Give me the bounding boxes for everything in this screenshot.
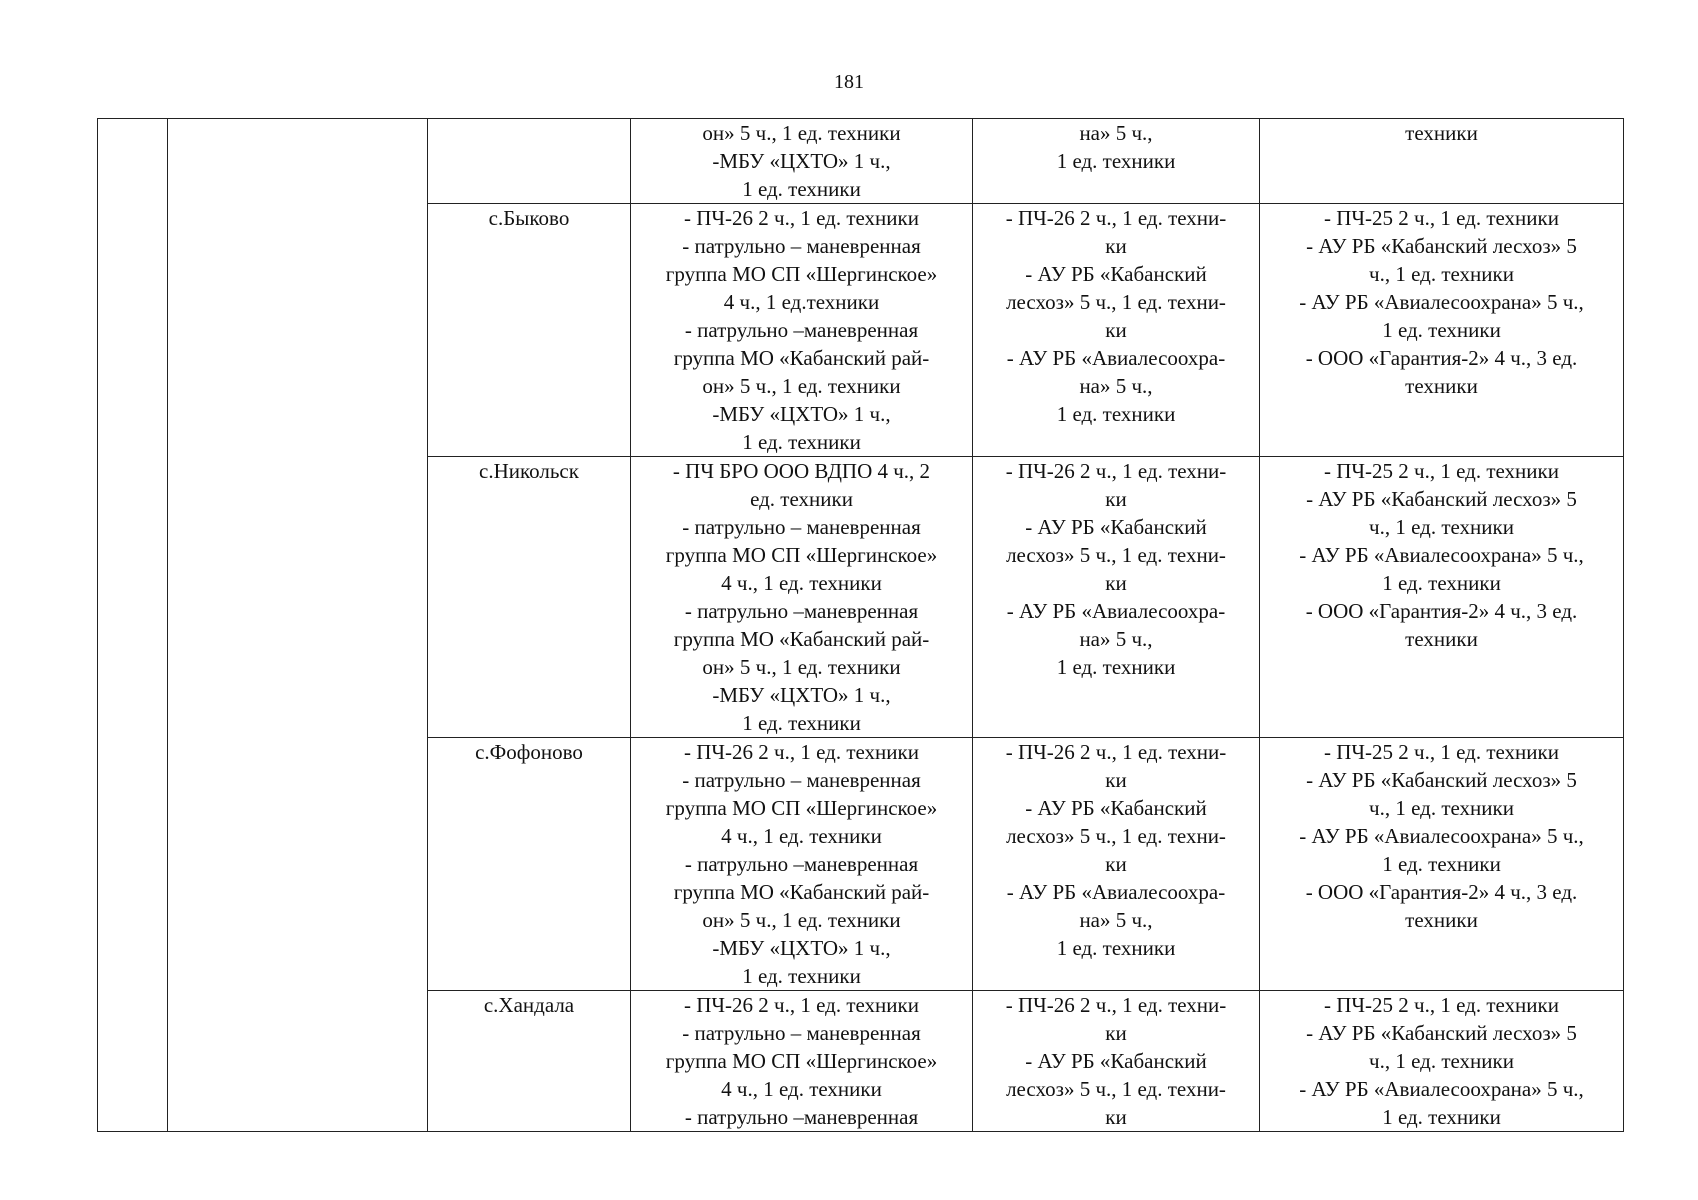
- response-forces-table: [97, 118, 1624, 1132]
- third-echelon-cell: - ПЧ-25 2 ч., 1 ед. техники - АУ РБ «Кабанский лесхоз» 5 ч., 1 ед. техники - АУ РБ «Авиалесоохрана» 5 ч., 1 ед. техники - ООО «Гарантия-2» 4 ч., 3 ед. техники: [1260, 204, 1624, 457]
- settlement-cell: [428, 119, 631, 204]
- second-echelon-cell: - ПЧ-26 2 ч., 1 ед. техни- ки - АУ РБ «Кабанский лесхоз» 5 ч., 1 ед. техни- ки - АУ РБ «Авиалесоохра- на» 5 ч., 1 ед. техники: [973, 204, 1260, 457]
- third-echelon-cell: техники: [1260, 119, 1624, 204]
- first-echelon-cell: - ПЧ-26 2 ч., 1 ед. техники - патрульно – маневренная группа МО СП «Шергинское» 4 ч., 1 ед.техники - патрульно –маневренная группа МО «Кабанский рай- он» 5 ч., 1 ед. техники -МБУ «ЦХТО» 1 ч., 1 ед. техники: [631, 204, 973, 457]
- second-echelon-cell: - ПЧ-26 2 ч., 1 ед. техни- ки - АУ РБ «Кабанский лесхоз» 5 ч., 1 ед. техни- ки - АУ РБ «Авиалесоохра- на» 5 ч., 1 ед. техники: [973, 457, 1260, 738]
- first-echelon-cell: - ПЧ БРО ООО ВДПО 4 ч., 2 ед. техники - патрульно – маневренная группа МО СП «Шергинское» 4 ч., 1 ед. техники - патрульно –маневренная группа МО «Кабанский рай- он» 5 ч., 1 ед. техники -МБУ «ЦХТО» 1 ч., 1 ед. техники: [631, 457, 973, 738]
- settlement-cell: с.Быково: [428, 204, 631, 457]
- first-echelon-cell: - ПЧ-26 2 ч., 1 ед. техники - патрульно – маневренная группа МО СП «Шергинское» 4 ч., 1 ед. техники - патрульно –маневренная: [631, 991, 973, 1132]
- second-echelon-cell: - ПЧ-26 2 ч., 1 ед. техни- ки - АУ РБ «Кабанский лесхоз» 5 ч., 1 ед. техни- ки: [973, 991, 1260, 1132]
- settlement-cell: с.Фофоново: [428, 738, 631, 991]
- third-echelon-cell: - ПЧ-25 2 ч., 1 ед. техники - АУ РБ «Кабанский лесхоз» 5 ч., 1 ед. техники - АУ РБ «Авиалесоохрана» 5 ч., 1 ед. техники - ООО «Гарантия-2» 4 ч., 3 ед. техники: [1260, 457, 1624, 738]
- page-number: 181: [834, 71, 864, 93]
- first-echelon-cell: он» 5 ч., 1 ед. техники -МБУ «ЦХТО» 1 ч., 1 ед. техники: [631, 119, 973, 204]
- third-echelon-cell: - ПЧ-25 2 ч., 1 ед. техники - АУ РБ «Кабанский лесхоз» 5 ч., 1 ед. техники - АУ РБ «Авиалесоохрана» 5 ч., 1 ед. техники: [1260, 991, 1624, 1132]
- table-row: [98, 119, 1624, 204]
- settlement-cell: с.Хандала: [428, 991, 631, 1132]
- third-echelon-cell: - ПЧ-25 2 ч., 1 ед. техники - АУ РБ «Кабанский лесхоз» 5 ч., 1 ед. техники - АУ РБ «Авиалесоохрана» 5 ч., 1 ед. техники - ООО «Гарантия-2» 4 ч., 3 ед. техники: [1260, 738, 1624, 991]
- second-echelon-cell: - ПЧ-26 2 ч., 1 ед. техни- ки - АУ РБ «Кабанский лесхоз» 5 ч., 1 ед. техни- ки - АУ РБ «Авиалесоохра- на» 5 ч., 1 ед. техники: [973, 738, 1260, 991]
- second-echelon-cell: на» 5 ч., 1 ед. техники: [973, 119, 1260, 204]
- number-cell: [98, 119, 168, 1132]
- first-echelon-cell: - ПЧ-26 2 ч., 1 ед. техники - патрульно – маневренная группа МО СП «Шергинское» 4 ч., 1 ед. техники - патрульно –маневренная группа МО «Кабанский рай- он» 5 ч., 1 ед. техники -МБУ «ЦХТО» 1 ч., 1 ед. техники: [631, 738, 973, 991]
- district-cell: [168, 119, 428, 1132]
- settlement-cell: с.Никольск: [428, 457, 631, 738]
